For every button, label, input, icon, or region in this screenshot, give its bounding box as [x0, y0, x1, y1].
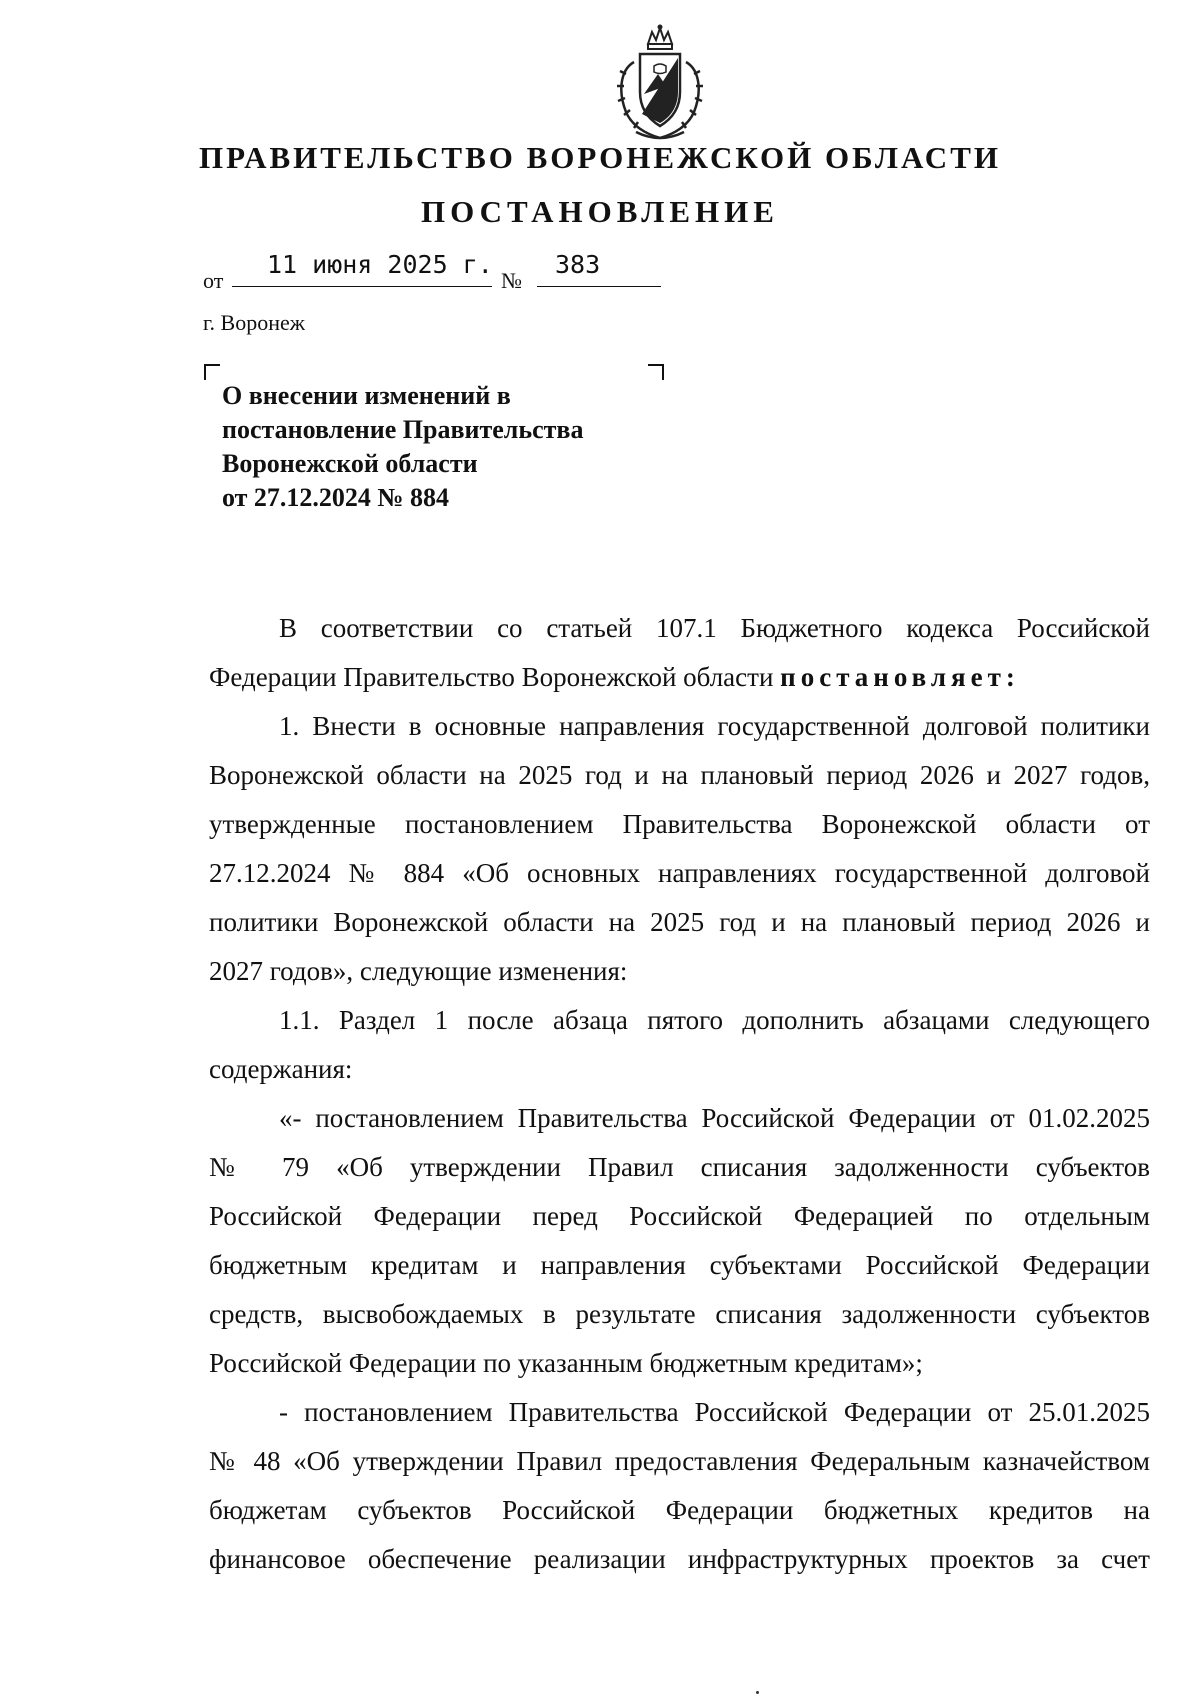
body-line: финансовое обеспечение реализации инфраструктурных проектов за счет — [209, 1544, 1150, 1574]
voronezh-coat-of-arms-icon — [612, 22, 708, 144]
body-line: - постановлением Правительства Российской Федерации от 25.01.2025 — [279, 1397, 1150, 1427]
document-subject — [222, 379, 583, 515]
number-prefix: № — [501, 268, 522, 293]
subject-line: постановление Правительства — [222, 415, 584, 444]
body-line — [209, 653, 1150, 702]
scan-artifact-dot — [756, 1691, 759, 1694]
body-line: Российской Федерации по указанным бюджетным кредитам»; — [209, 1348, 923, 1378]
body-line: 27.12.2024 № 884 «Об основных направлениях государственной долговой — [209, 858, 1150, 888]
body-line: «- постановлением Правительства Российской Федерации от 01.02.2025 — [279, 1103, 1150, 1133]
body-text-span: Федерации Правительство Воронежской области — [209, 662, 781, 692]
body-line: № 48 «Об утверждении Правил предоставления Федеральным казначейством — [209, 1446, 1150, 1476]
date-number-row — [203, 250, 673, 294]
document-type-title: ПОСТАНОВЛЕНИЕ — [421, 194, 779, 229]
body-line: бюджетным кредитам и направления субъектами Российской Федерации — [209, 1250, 1150, 1280]
body-line: средств, высвобождаемых в результате списания задолженности субъектов — [209, 1299, 1150, 1329]
body-line: содержания: — [209, 1054, 353, 1084]
date-underline — [232, 286, 492, 287]
city-label: г. Воронеж — [203, 310, 305, 335]
body-line: № 79 «Об утверждении Правил списания задолженности субъектов — [209, 1152, 1150, 1182]
body-line: В соответствии со статьей 107.1 Бюджетного кодекса Российской — [279, 613, 1150, 643]
date-prefix: от — [203, 268, 224, 293]
corner-mark-right — [648, 364, 664, 380]
government-title: ПРАВИТЕЛЬСТВО ВОРОНЕЖСКОЙ ОБЛАСТИ — [199, 140, 1001, 175]
body-line: Воронежской области на 2025 год и на плановый период 2026 и 2027 годов, — [209, 760, 1150, 790]
body-line: 1.1. Раздел 1 после абзаца пятого дополнить абзацами следующего — [279, 1005, 1150, 1035]
subject-line: от 27.12.2024 № 884 — [222, 483, 450, 512]
body-line: бюджетам субъектов Российской Федерации бюджетных кредитов на — [209, 1495, 1150, 1525]
document-date: 11 июня 2025 г. — [267, 250, 493, 279]
body-line: 2027 годов», следующие изменения: — [209, 956, 628, 986]
body-line: утвержденные постановлением Правительства Воронежской области от — [209, 809, 1150, 839]
document-number: 383 — [555, 250, 601, 279]
body-line: 1. Внести в основные направления государственной долговой политики — [279, 711, 1150, 741]
subject-line: О внесении изменений в — [222, 381, 511, 410]
body-line: политики Воронежской области на 2025 год и на плановый период 2026 и — [209, 907, 1150, 937]
subject-line: Воронежской области — [222, 449, 478, 478]
number-underline — [537, 286, 661, 287]
document-body — [209, 604, 1150, 1584]
resolve-keyword: постановляет: — [780, 662, 1020, 692]
body-line: Российской Федерации перед Российской Федерацией по отдельным — [209, 1201, 1150, 1231]
corner-mark-left — [204, 364, 220, 380]
